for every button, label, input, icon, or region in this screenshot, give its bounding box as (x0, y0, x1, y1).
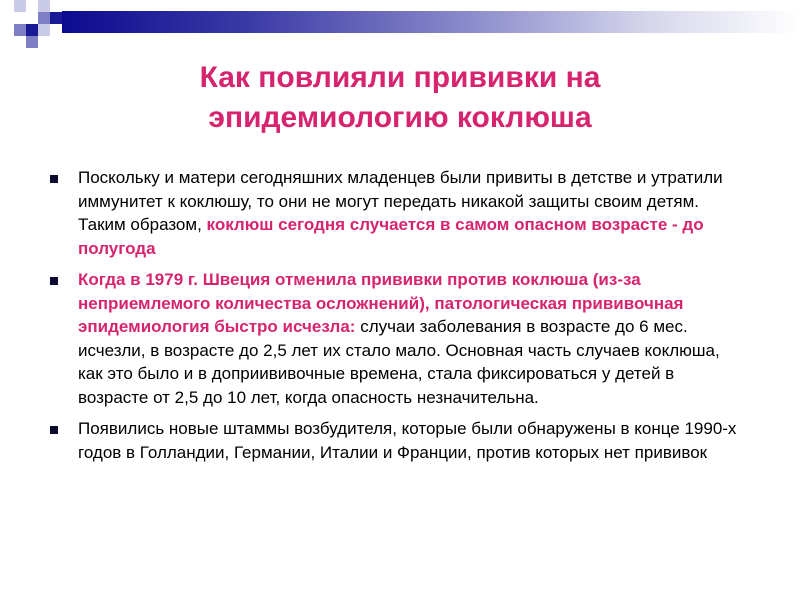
slide-title-line-1: Как повлияли прививки на (199, 61, 601, 94)
square-bullet-icon (50, 426, 58, 434)
bullet-item (48, 417, 748, 464)
decor-square (26, 0, 38, 12)
bullet-text-emphasis: коклюш сегодня случается в самом опасном возрасте - до полугода (78, 215, 704, 258)
decor-square (26, 36, 38, 48)
decor-square (14, 24, 26, 36)
bullet-text-emphasis: Когда в 1979 г. Швеция отменила прививки против коклюша (из-за неприемлемого количества осложнений), патологическая прививочная эпидемиология быстро исчезла: (78, 270, 684, 336)
decor-square (38, 12, 50, 24)
decor-square (38, 0, 50, 12)
bullet-text-plain: случаи заболевания в возрасте до 6 мес. исчезли, в возрасте до 2,5 лет их стало мало. Основная часть случаев коклюша, как это было и в доприививочные времена, стала фиксироваться у детей в возрасте от 2,5 до 10 лет, когда опасность незначительна. (78, 317, 720, 407)
square-bullet-icon (50, 277, 58, 285)
decor-square (26, 24, 38, 36)
header-gradient-bar (62, 11, 800, 33)
bullet-text (78, 168, 723, 258)
decor-square (14, 0, 26, 12)
square-bullet-icon (50, 175, 58, 183)
bullet-text-plain: Появились новые штаммы возбудителя, которые были обнаружены в конце 1990-х годов в Голландии, Германии, Италии и Франции, против которых нет прививок (78, 419, 737, 462)
bullet-list (48, 166, 748, 472)
bullet-text-plain: Поскольку и матери сегодняшних младенцев были привиты в детстве и утратили иммунитет к коклюшу, то они не могут передать никакой защиты своим детям. Таким образом, (78, 168, 723, 234)
bullet-text (78, 419, 736, 462)
slide-title (100, 58, 700, 138)
bullet-item (48, 268, 748, 409)
decor-square (38, 24, 50, 36)
slide-title-line-2: эпидемиологию коклюша (208, 101, 592, 134)
bullet-item (48, 166, 748, 260)
bullet-text (78, 270, 720, 407)
decor-square (50, 12, 62, 24)
